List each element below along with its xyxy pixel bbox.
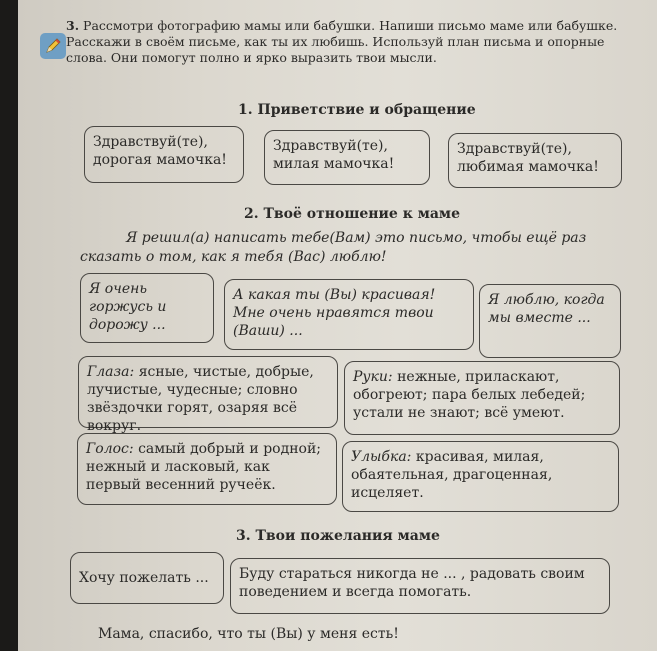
section-2-heading: 2. Твоё отношение к маме: [244, 206, 461, 222]
task-body: Рассмотри фотографию мамы или бабушки. Напиши письмо маме или бабушке. Расскажи в своём письме, как ты их любишь. Используй план письма и опорные слова. Они помогут полно и ярко выразить твои мысли.: [66, 18, 618, 65]
feature-text-hands: нежные, приласкают, обогреют; пара белых лебедей; устали не знают; всё умеют.: [353, 369, 586, 421]
feature-text-eyes: ясные, чистые, добрые, лучистые, чудесные; словно звёздочки горят, озаряя всё вокруг.: [87, 364, 314, 434]
textbook-page: [18, 0, 657, 651]
greeting-box-2: Здравствуй(те), милая мамочка!: [264, 130, 430, 185]
feature-text-voice: самый добрый и родной; нежный и ласковый, как первый весенний ручеёк.: [86, 441, 322, 493]
section-3-heading: 3. Твои пожелания маме: [236, 528, 440, 544]
wish-box-1: Хочу пожелать ...: [70, 552, 224, 604]
feature-box-smile: [342, 441, 619, 512]
pencil-icon: [40, 33, 66, 59]
phrase-box-3: Я люблю, когда мы вместе ...: [479, 284, 621, 358]
feature-label-smile: Улыбка:: [351, 449, 412, 465]
feature-box-eyes: [78, 356, 338, 434]
feature-label-eyes: Глаза:: [87, 364, 135, 380]
feature-box-hands: [344, 361, 620, 435]
task-number: 3.: [66, 18, 80, 33]
wish-box-2: Буду стараться никогда не ... , радовать своим поведением и всегда помогать.: [230, 558, 610, 614]
greeting-box-1: Здравствуй(те), дорогая мамочка!: [84, 126, 244, 183]
closing-line: Мама, спасибо, что ты (Вы) у меня есть!: [98, 626, 399, 642]
intro-paragraph: Я решил(а) написать тебе(Вам) это письмо, чтобы ещё раз сказать о том, как я тебя (Вас) люблю!: [80, 230, 587, 265]
feature-box-voice: [77, 433, 337, 505]
feature-text-smile: красивая, милая, обаятельная, драгоценная, исцеляет.: [351, 449, 553, 501]
feature-label-voice: Голос:: [86, 441, 134, 457]
task-text: [66, 18, 646, 66]
phrase-box-1: Я очень горжусь и дорожу ...: [80, 273, 214, 343]
section-1-heading: 1. Приветствие и обращение: [238, 102, 476, 118]
greeting-box-3: Здравствуй(те), любимая мамочка!: [448, 133, 622, 188]
feature-label-hands: Руки:: [353, 369, 393, 385]
phrase-box-2: А какая ты (Вы) красивая! Мне очень нравятся твои (Ваши) ...: [224, 279, 474, 350]
